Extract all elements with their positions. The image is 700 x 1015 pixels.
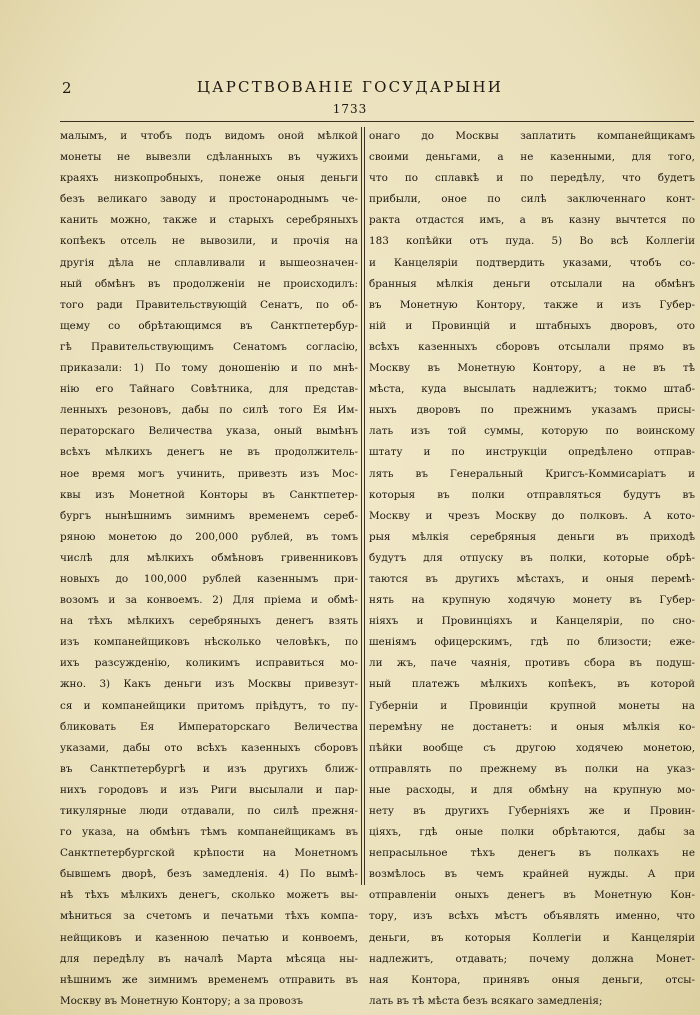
text-line: возмѣлось въ чемъ крайней нужды. А при	[369, 868, 695, 881]
text-line: бликовать Ея Императорскаго Величества	[60, 720, 358, 733]
text-line: канить можно, также и старыхъ серебряныхъ	[60, 214, 358, 227]
text-line: будутъ для отпуску въ полки, которые обрѣ-	[369, 551, 695, 564]
text-line: нейщиковъ и казенною печатью и конвоемъ,	[60, 931, 358, 944]
text-line: Москву въ Монетную Контору; а за провозъ	[60, 994, 304, 1007]
text-line: нію его Тайнаго Совѣтника, для представ-	[60, 383, 358, 396]
text-line: жно. 3) Какъ деньги изъ Москвы привезут-	[60, 678, 358, 691]
text-line: безъ великаго заводу и простонароднымъ че-	[60, 193, 358, 206]
right-column	[369, 126, 695, 1007]
text-line: лать изъ той суммы, которую по воинскому	[369, 425, 695, 438]
text-line: отправлять по прежнему въ полки на указ-	[369, 762, 695, 775]
text-line: лать въ тѣ мѣста безъ всякаго замедленія;	[369, 994, 603, 1007]
text-line: ніяхъ и Провинціяхъ и Канцеляріи, по сно-	[369, 615, 695, 628]
text-line: бывшемъ дворѣ, безъ замедленія. 4) По вымѣ-	[60, 868, 358, 881]
text-line: непрасыльное тѣхъ денегъ въ полкахъ не	[369, 847, 695, 860]
text-line: возомъ и за конвоемъ. 2) Для пріема и обмѣ-	[60, 594, 358, 607]
text-line: для передѣлу въ началѣ Марта мѣсяца ны-	[60, 952, 358, 965]
text-line: въ Санктпетербургѣ и изъ другихъ ближ-	[60, 762, 358, 775]
text-line: того ради Правительствующій Сенатъ, по об-	[60, 298, 358, 311]
text-line: новыхъ до 100,000 рублей казеннымъ при-	[60, 572, 358, 585]
text-line: квы изъ Монетной Конторы въ Санктпетер-	[60, 488, 358, 501]
text-line: своими деньгами, а не казенными, для того,	[369, 151, 695, 164]
text-line: нѣ тѣхъ мѣлкихъ денегъ, сколько можетъ вы-	[60, 889, 358, 902]
text-line: ные расходы, и для обмѣну на крупную мо-	[369, 783, 695, 796]
text-line: ціяхъ, гдѣ оные полки обрѣтаются, дабы за	[369, 826, 695, 839]
text-line: деньги, въ которыя Коллегiи и Канцеляріи	[369, 931, 695, 944]
text-line: 183 копѣйки отъ пуда. 5) Во всѣ Коллегіи	[369, 235, 695, 248]
text-line: ператорскаго Величества указа, оный вымѣнъ	[60, 425, 358, 438]
running-title: ЦАРСТВОВАНІЕ ГОСУДАРЫНИ	[196, 78, 504, 96]
text-line: что по сплавкѣ и по передѣлу, что будетъ	[369, 172, 695, 185]
text-line: лять въ Генеральный Кригсъ-Коммисаріатъ и	[369, 467, 695, 480]
text-line: мѣниться за счетомъ и печатьми тѣхъ компа-	[60, 910, 358, 923]
text-line: ный обмѣнъ въ продолженіи не происходилъ:	[60, 277, 358, 290]
text-line: надлежитъ, отдавать; почему должна Монет-	[369, 952, 695, 965]
text-line: нять на крупную ходячую монету въ Губер-	[369, 594, 695, 607]
text-line: бранныя мѣлкія деньги отсылали на обмѣнъ	[369, 277, 695, 290]
text-line: ній и Провинцій и штабныхъ дворовъ, ото	[369, 319, 695, 332]
column-divider	[361, 127, 362, 885]
text-line: малымъ, и чтобъ подъ видомъ оной мѣлкой	[60, 130, 358, 142]
column-divider	[364, 127, 365, 885]
text-line: и Канцелярiи подтвердить указами, чтобъ со-	[369, 256, 695, 269]
text-line: ленныхъ резоновъ, дабы по силѣ того Ея Им-	[60, 404, 358, 417]
text-line: нету въ другихъ Губерніяхъ же и Провин-	[369, 805, 695, 817]
text-line: тору, изъ всѣхъ мѣстъ объявлять именно, что	[369, 910, 695, 923]
page-number: 2	[62, 79, 72, 97]
text-line: перемѣну не достанетъ: и оныя мѣлкія ко-	[369, 720, 695, 733]
text-line: штату и по инструкціи опредѣлено отправ-	[369, 446, 695, 459]
text-line: ли жъ, паче чаянія, противъ сбора въ подуш-	[369, 657, 695, 670]
text-line: таются въ другихъ мѣстахъ, и оныя перемѣ-	[369, 572, 695, 585]
text-line: бургъ нынѣшнимъ зимнимъ временемъ сереб-	[60, 509, 358, 522]
text-line: ихъ разсужденію, коликимъ исправиться мо-	[60, 657, 358, 670]
text-line: тикулярные люди отдавали, по силѣ прежня-	[60, 805, 358, 817]
text-line: изъ компанейщиковъ нѣсколько человѣкъ, по	[60, 636, 358, 649]
text-line: всѣхъ мѣлкихъ денегъ не въ продолжитель-	[60, 446, 358, 459]
text-line: ракта отдастся имъ, а въ казну вычтется по	[369, 214, 695, 227]
text-line: ряною монетою до 200,000 рублей, въ томъ	[60, 530, 358, 543]
text-line: ный платежъ мѣлкихъ копѣекъ, въ которой	[369, 678, 695, 691]
text-line: ная Контора, принявъ оныя деньги, отсы-	[369, 973, 695, 986]
text-line: приказали: 1) По тому доношенію и по мнѣ-	[60, 362, 358, 375]
year-heading: 1733	[332, 102, 368, 116]
text-line: Москву и чрезъ Москву до полковъ. А кото-	[369, 509, 695, 522]
text-line: го указа, на обмѣнъ тѣмъ компанейщикамъ въ	[60, 826, 358, 839]
text-line: гѣ Правительствующимъ Сенатомъ согласію,	[60, 340, 358, 353]
text-line: шенiямъ офицерскимъ, гдѣ по близости; еже-	[369, 636, 695, 649]
text-line: другія дѣла не сплавливали и вышеозначен-	[60, 256, 358, 269]
text-line: нихъ городовъ и изъ Риги высылали и пар-	[60, 783, 358, 796]
text-line: пѣйки вообще съ другою ходячею монетою,	[369, 741, 695, 754]
text-line: ся и компанейщики притомъ прiѣдутъ, то пу-	[60, 699, 358, 712]
text-line: Санктпетербургской крѣпости на Монетномъ	[60, 847, 358, 860]
text-line: щему со обрѣтающимся въ Санктпетербур-	[60, 319, 358, 332]
text-line: прибыли, оное по силѣ заключеннаго конт-	[369, 193, 695, 206]
text-line: Москву въ Монетную Контору, а не въ тѣ	[369, 362, 695, 375]
text-line: Губерніи и Провинціи крупной монеты на	[369, 699, 695, 712]
text-line: отправленіи оныхъ денегъ въ Монетную Кон-	[369, 889, 695, 902]
text-line: мѣста, куда высылать надлежитъ; токмо штаб-	[369, 383, 695, 396]
text-line: указами, дабы ото всѣхъ казенныхъ сборовъ	[60, 741, 358, 754]
text-line: на тѣхъ мѣлкихъ серебряныхъ денегъ взять	[60, 615, 358, 628]
text-line: которыя въ полки отправляться будутъ въ	[369, 488, 695, 501]
text-line: ныхъ дворовъ по прежнимъ указамъ присы-	[369, 404, 695, 417]
text-line: онаго до Москвы заплатить компанейщикамъ	[369, 130, 695, 142]
text-line: монеты не вывезли сдѣланныхъ въ чужихъ	[60, 151, 358, 164]
text-line: ное время могъ учинить, привезть изъ Мос-	[60, 467, 358, 480]
text-line: копѣекъ отсель не вывозили, и прочія на	[60, 235, 358, 248]
left-column	[60, 126, 358, 1007]
text-line: числѣ для мѣлкихъ обмѣновъ гривенниковъ	[60, 551, 358, 564]
text-line: краяхъ низкопробныхъ, понеже оныя деньги	[60, 172, 358, 185]
header-rule	[60, 121, 694, 122]
text-line: всѣхъ казенныхъ сборовъ отсылали прямо въ	[369, 340, 695, 353]
text-line: въ Монетную Контору, также и изъ Губер-	[369, 298, 695, 311]
text-line: рыя мѣлкія серебряныя деньги въ приходѣ	[369, 530, 695, 543]
text-line: нѣшнимъ же зимнимъ временемъ отправить въ	[60, 973, 358, 986]
